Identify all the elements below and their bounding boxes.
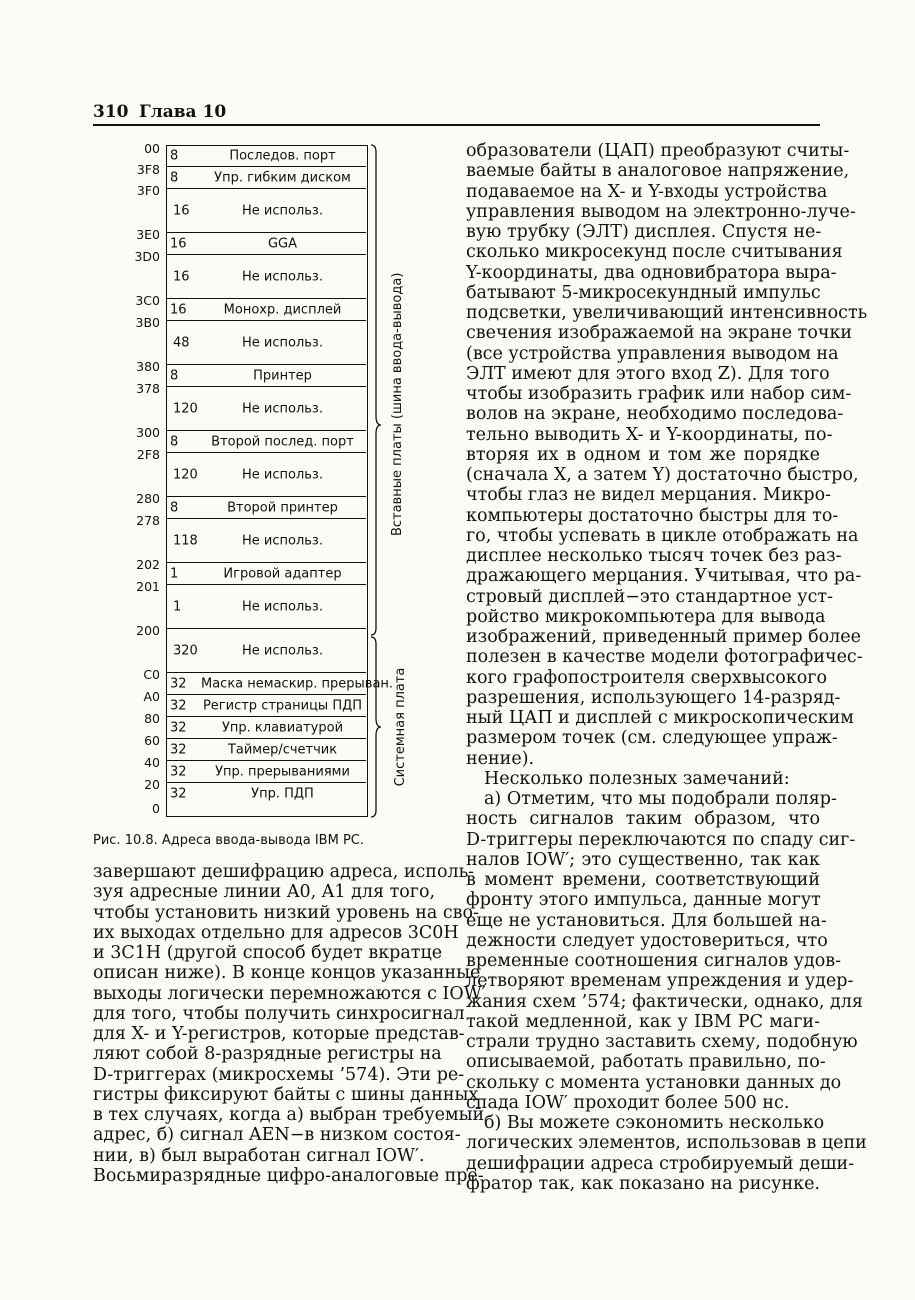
- address-label: 378: [136, 381, 160, 396]
- address-label: 3C0: [135, 293, 160, 308]
- address-row: [167, 673, 394, 695]
- address-label: 3F0: [136, 183, 160, 198]
- row-name: Упр. прерываниями: [215, 764, 350, 779]
- address-braces: [370, 138, 384, 828]
- address-row: [167, 321, 366, 365]
- chapter-title: Глава 10: [139, 102, 227, 122]
- text-line: ность сигналов таким образом, что: [466, 809, 820, 830]
- address-label: 60: [144, 733, 160, 748]
- text-line: летворяют временам упреждения и удер-: [466, 971, 854, 992]
- text-line: ляют собой 8-разрядные регистры на: [93, 1044, 442, 1065]
- row-size: 8: [170, 500, 179, 515]
- row-size: 120: [173, 467, 198, 482]
- row-size: 48: [173, 335, 190, 350]
- page-header: [93, 100, 820, 126]
- text-line: стровый дисплей−это стандартное уст-: [466, 586, 833, 607]
- row-name: Не использ.: [242, 269, 323, 284]
- text-line: подаваемое на X- и Y-входы устройства: [466, 181, 828, 202]
- io-address-figure: [92, 138, 432, 828]
- address-row: [167, 783, 366, 805]
- text-line: Восьмиразрядные цифро-аналоговые пре-: [93, 1165, 484, 1186]
- row-name: GGA: [267, 236, 298, 251]
- row-size: 32: [170, 698, 187, 713]
- address-label: 300: [136, 425, 160, 440]
- address-row: [167, 497, 366, 519]
- text-line: (сначала X, а затем Y) достаточно быстро,: [466, 465, 859, 485]
- text-line: еще не установиться. Для большей на-: [466, 910, 827, 931]
- text-line: для X- и Y-регистров, которые представ-: [93, 1024, 465, 1044]
- address-row: [167, 299, 366, 321]
- text-line: батывают 5-микросекундный импульс: [466, 282, 821, 303]
- text-line: фратор так, как показано на рисунке.: [466, 1173, 820, 1194]
- address-label: 202: [136, 557, 160, 572]
- text-line: дисплее несколько тысяч точек без раз-: [466, 546, 842, 566]
- text-line: ЭЛТ имеют для этого вход Z). Для того: [466, 363, 830, 384]
- row-size: 120: [173, 401, 198, 416]
- text-line: чтобы изобразить график или набор сим-: [466, 384, 852, 404]
- address-label: 3B0: [135, 315, 160, 330]
- address-label: 201: [136, 579, 160, 594]
- figure-caption: Рис. 10.8. Адреса ввода-вывода IBM PC.: [93, 833, 364, 848]
- address-label: 3D0: [134, 249, 160, 264]
- row-name: Упр. гибким диском: [214, 170, 351, 185]
- text-line: б) Вы можете сэкономить несколько: [484, 1113, 825, 1133]
- brace-upper-label: Вставные платы (шина ввода-вывода): [390, 272, 405, 536]
- row-name: Не использ.: [242, 643, 323, 658]
- address-label: 80: [144, 711, 160, 726]
- row-name: Не использ.: [242, 533, 323, 548]
- address-label: 278: [136, 513, 160, 528]
- text-line: ваемые байты в аналоговое напряжение,: [466, 161, 850, 182]
- row-name: Последов. порт: [229, 148, 336, 164]
- text-line: D-триггеры переключаются по спаду сиг-: [466, 829, 856, 850]
- address-label: A0: [143, 689, 160, 704]
- address-label: 3E0: [136, 227, 160, 242]
- address-row: [167, 761, 366, 783]
- text-line: вую трубку (ЭЛТ) дисплея. Спустя не-: [466, 222, 822, 242]
- row-size: 32: [170, 720, 187, 735]
- text-line: нение).: [466, 748, 535, 769]
- address-row: [167, 629, 366, 673]
- row-size: 8: [170, 434, 179, 449]
- text-line: дешифрации адреса стробируемый деши-: [466, 1153, 855, 1174]
- row-size: 32: [170, 742, 187, 757]
- row-name: Не использ.: [242, 599, 323, 614]
- row-name: Не использ.: [242, 467, 323, 482]
- address-map-table: [166, 145, 394, 817]
- text-line: страли трудно заставить схему, подобную: [466, 1032, 858, 1052]
- address-label: 2F8: [136, 447, 160, 462]
- text-line: адрес, б) сигнал AEN−в низком состоя-: [93, 1125, 461, 1146]
- text-line: Y-координаты, два одновибратора выра-: [466, 262, 837, 283]
- address-label: 20: [144, 777, 160, 792]
- text-line: тельно выводить X- и Y-координаты, по-: [466, 424, 833, 445]
- text-line: дежности следует удостовериться, что: [466, 930, 828, 951]
- text-line: Несколько полезных замечаний:: [484, 768, 790, 789]
- row-name: Упр. клавиатурой: [221, 720, 344, 735]
- text-line: и 3C1H (другой способ будет вкратце: [93, 943, 443, 963]
- row-name: Регистр страницы ПДП: [202, 698, 363, 713]
- address-row: [167, 739, 366, 761]
- address-row: [167, 365, 366, 387]
- row-name: Не использ.: [242, 203, 323, 218]
- text-line: управления выводом на электронно-луче-: [466, 201, 856, 222]
- row-size: 16: [173, 269, 190, 284]
- address-label: 200: [136, 623, 160, 638]
- address-label: 280: [136, 491, 160, 506]
- text-line: ный ЦАП и дисплей с микроскопическим: [466, 708, 854, 728]
- row-size: 16: [170, 236, 187, 251]
- address-row: [167, 717, 366, 739]
- text-line: зуя адресные линии A0, A1 для того,: [93, 882, 436, 903]
- row-size: 320: [173, 643, 198, 658]
- row-name: Монохр. дисплей: [223, 302, 342, 317]
- text-line: завершают дешифрацию адреса, исполь-: [93, 862, 475, 882]
- text-line: описан ниже). В конце концов указанные: [93, 963, 481, 984]
- address-row: [167, 453, 366, 497]
- text-line: волов на экране, необходимо последова-: [466, 404, 844, 425]
- text-line: сколько микросекунд после считывания: [466, 242, 843, 263]
- address-row: [167, 563, 366, 585]
- text-line: чтобы установить низкий уровень на сво-: [93, 902, 479, 923]
- row-name: Таймер/счетчик: [227, 742, 338, 757]
- brace-lower-label: Системная плата: [393, 667, 408, 787]
- text-line: свечения изображаемой на экране точки: [466, 323, 853, 344]
- row-name: Принтер: [253, 368, 312, 383]
- text-line: D-триггерах (микросхемы ’574). Эти ре-: [93, 1064, 465, 1085]
- lower-brace: [371, 637, 381, 817]
- address-label: 40: [144, 755, 160, 770]
- text-line: (все устройства управления выводом на: [466, 343, 839, 364]
- upper-brace: [371, 145, 381, 635]
- address-label: 00: [144, 141, 160, 156]
- row-name: Не использ.: [242, 401, 323, 416]
- text-line: кого графопостроителя сверхвысокого: [466, 667, 827, 688]
- text-line: в момент времени, соответствующий: [466, 870, 820, 890]
- address-labels: [92, 138, 164, 828]
- text-line: чтобы глаз не видел мерцания. Микро-: [466, 485, 832, 506]
- page-number: 310: [93, 102, 129, 122]
- text-line: фронту этого импульса, данные могут: [466, 890, 821, 911]
- address-row: [167, 387, 366, 431]
- row-size: 1: [173, 599, 182, 614]
- row-size: 16: [170, 302, 187, 317]
- address-row: [167, 189, 366, 233]
- row-size: 8: [170, 148, 179, 164]
- text-line: го, чтобы успевать в цикле отображать на: [466, 525, 859, 546]
- row-size: 118: [173, 533, 198, 548]
- address-label: 380: [136, 359, 160, 374]
- address-label: C0: [143, 667, 160, 682]
- address-row: [167, 695, 366, 717]
- text-line: вторяя их в одном и том же порядке: [466, 444, 820, 465]
- text-line: выходы логически перемножаются с IOW′: [93, 983, 486, 1004]
- row-size: 1: [170, 566, 179, 581]
- text-line: дражающего мерцания. Учитывая, что ра-: [466, 566, 862, 587]
- text-line: а) Отметим, что мы подобрали поляр-: [484, 789, 837, 809]
- address-row: [167, 585, 366, 629]
- row-name: Маска немаскир. прерыван.: [201, 676, 394, 691]
- text-line: нии, в) был выработан сигнал IOW′.: [93, 1145, 425, 1166]
- row-size: 32: [170, 676, 187, 691]
- text-line: логических элементов, использовав в цепи: [466, 1133, 867, 1154]
- text-line: в тех случаях, когда а) выбран требуемый: [93, 1105, 485, 1125]
- address-row: [167, 146, 366, 167]
- text-line: размером точек (см. следующее упраж-: [466, 728, 838, 749]
- row-size: 32: [170, 764, 187, 779]
- address-row: [167, 519, 366, 563]
- address-row: [167, 167, 366, 189]
- text-line: их выходах отдельно для адресов 3C0H: [93, 922, 459, 943]
- text-line: спада IOW′ проходит более 500 нс.: [466, 1092, 790, 1113]
- text-line: жания схем ’574; фактически, однако, для: [466, 991, 863, 1012]
- text-line: ройство микрокомпьютера для вывода: [466, 606, 826, 627]
- text-line: налов IOW′; это существенно, так как: [466, 849, 820, 870]
- text-line: для того, чтобы получить синхросигнал: [93, 1003, 465, 1024]
- row-size: 8: [170, 170, 179, 185]
- row-name: Второй послед. порт: [211, 434, 354, 449]
- row-name: Не использ.: [242, 335, 323, 350]
- text-line: гистры фиксируют байты с шины данных: [93, 1084, 479, 1105]
- text-line: скольку с момента установки данных до: [466, 1072, 842, 1093]
- row-name: Второй принтер: [227, 500, 338, 515]
- address-row: [167, 233, 366, 255]
- left-column-text: [93, 862, 486, 1186]
- text-line: образователи (ЦАП) преобразуют считы-: [466, 141, 850, 161]
- row-size: 32: [170, 786, 187, 802]
- text-line: изображений, приведенный пример более: [466, 627, 862, 647]
- text-line: компьютеры достаточно быстры для то-: [466, 505, 839, 526]
- address-label: 0: [152, 801, 160, 816]
- text-line: такой медленной, как у IBM PC маги-: [466, 1011, 820, 1032]
- address-row: [167, 255, 366, 299]
- row-size: 16: [173, 203, 190, 218]
- text-line: полезен в качестве модели фотографичес-: [466, 647, 863, 668]
- row-name: Упр. ПДП: [251, 786, 314, 802]
- row-size: 8: [170, 368, 179, 383]
- text-line: временные соотношения сигналов удов-: [466, 951, 842, 971]
- text-line: подсветки, увеличивающий интенсивность: [466, 303, 868, 323]
- address-label: 3F8: [136, 162, 160, 177]
- row-name: Игровой адаптер: [223, 566, 342, 581]
- address-row: [167, 431, 366, 453]
- right-column-text: [466, 141, 868, 1194]
- text-line: разрешения, использующего 14-разряд-: [466, 687, 841, 708]
- text-line: описываемой, работать правильно, по-: [466, 1052, 826, 1073]
